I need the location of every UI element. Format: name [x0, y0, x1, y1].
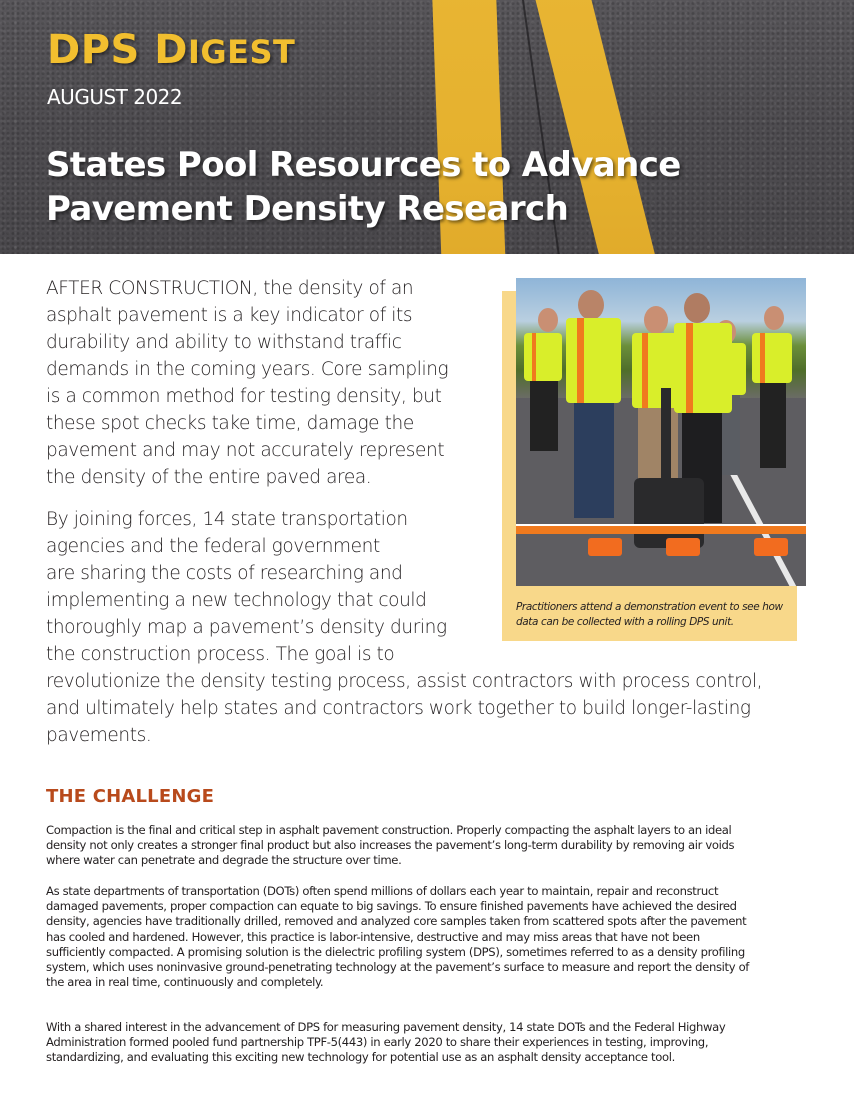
photo-dps-handle	[661, 388, 671, 483]
caption-line: data can be collected with a rolling DPS unit.	[516, 616, 734, 628]
text-line: system, which uses noninvasive ground-penetrating technology at the pavement’s surface to measure and report the density of	[46, 960, 750, 975]
text-line: revolutionize the density testing process, assist contractors with process control,	[46, 671, 763, 692]
text-line: pavements.	[46, 725, 152, 746]
title-letters-ps: PS	[80, 27, 140, 73]
text-line: AFTER CONSTRUCTION, the density of an	[46, 278, 414, 299]
text-line: implementing a new technology that could	[46, 590, 427, 611]
text-line: thoroughly map a pavement’s density during	[46, 617, 447, 638]
text-line: where water can penetrate and degrade the structure over time.	[46, 853, 402, 868]
photo-sensor-bar	[516, 524, 806, 534]
photo-sensor	[754, 538, 788, 556]
text-line: and ultimately help states and contractors work together to build longer-lasting	[46, 698, 751, 719]
challenge-paragraph-1	[46, 823, 836, 869]
text-line: standardizing, and evaluating this exciting new technology for potential use as an asphalt density acceptance tool.	[46, 1050, 675, 1065]
text-line: the area in real time, continuously and completely.	[46, 975, 324, 990]
text-line: Compaction is the final and critical step in asphalt pavement construction. Properly compacting the asphalt layers to an ideal	[46, 823, 732, 837]
caption-line: Practitioners attend a demonstration event to see how	[516, 601, 783, 613]
section-heading-challenge: THE CHALLENGE	[46, 786, 215, 807]
photo-person-head	[764, 306, 784, 330]
photo-person-head	[684, 293, 710, 323]
text-line: are sharing the costs of researching and	[46, 563, 403, 584]
photo-safety-vest	[524, 333, 562, 381]
photo-safety-vest	[674, 323, 732, 413]
challenge-paragraph-3	[46, 1020, 836, 1066]
photo-person-head	[644, 306, 668, 334]
photo-sensor	[588, 538, 622, 556]
issue-date: AUGUST 2022	[47, 85, 183, 109]
header-banner	[0, 0, 854, 254]
title-letter-d: D	[47, 27, 81, 73]
title-letter-d2: D	[154, 27, 188, 73]
text-line: density, agencies have traditionally drilled, removed and analyzed core samples taken from scattered spots after the pavement	[46, 914, 747, 929]
photo-person-head	[578, 290, 604, 320]
text-line: density not only creates a stronger final product but also increases the pavement’s long-term durability by removing air voids	[46, 838, 735, 853]
photo-person-legs	[574, 403, 614, 518]
text-line: durability and ability to withstand traffic	[46, 332, 402, 353]
headline-line: States Pool Resources to Advance	[46, 145, 681, 185]
page-title	[46, 143, 746, 231]
photo-person-legs	[760, 383, 786, 468]
photo-person-head	[538, 308, 558, 332]
text-line: damaged pavements, proper compaction can equate to big savings. To ensure finished pavements have achieved the desired	[46, 899, 737, 914]
photo-safety-vest	[752, 333, 792, 383]
photo-sensor	[666, 538, 700, 556]
demonstration-photo	[516, 278, 806, 586]
text-line: By joining forces, 14 state transportation	[46, 509, 408, 530]
photo-safety-vest	[566, 318, 621, 403]
text-line: As state departments of transportation (DOTs) often spend millions of dollars each year to maintain, repair and reconstruct	[46, 884, 719, 898]
text-line: these spot checks take time, damage the	[46, 413, 414, 434]
text-line: demands in the coming years. Core sampling	[46, 359, 449, 380]
text-line: has cooled and hardened. However, this practice is labor-intensive, destructive and may miss areas that have not been	[46, 929, 700, 944]
text-line: is a common method for testing density, but	[46, 386, 442, 407]
publication-title	[47, 27, 296, 73]
title-letters-igest: IGEST	[187, 33, 296, 71]
challenge-paragraph-2	[46, 884, 836, 990]
text-line: With a shared interest in the advancement of DPS for measuring pavement density, 14 state DOTs and the Federal Highway	[46, 1020, 726, 1034]
text-line: asphalt pavement is a key indicator of its	[46, 305, 413, 326]
text-line: agencies and the federal government	[46, 536, 380, 557]
headline-line: Pavement Density Research	[46, 189, 569, 229]
text-line: Administration formed pooled fund partnership TPF-5(443) in early 2020 to share their experiences in testing, improving,	[46, 1035, 709, 1050]
photo-person-legs	[530, 381, 558, 451]
text-line: the construction process. The goal is to	[46, 644, 395, 665]
photo-caption	[516, 600, 796, 630]
text-line: the density of the entire paved area.	[46, 467, 372, 488]
text-line: sufficiently compacted. A promising solution is the dielectric profiling system (DPS), sometimes referred to as a density profiling	[46, 944, 745, 959]
text-line: pavement and may not accurately represent	[46, 440, 445, 461]
